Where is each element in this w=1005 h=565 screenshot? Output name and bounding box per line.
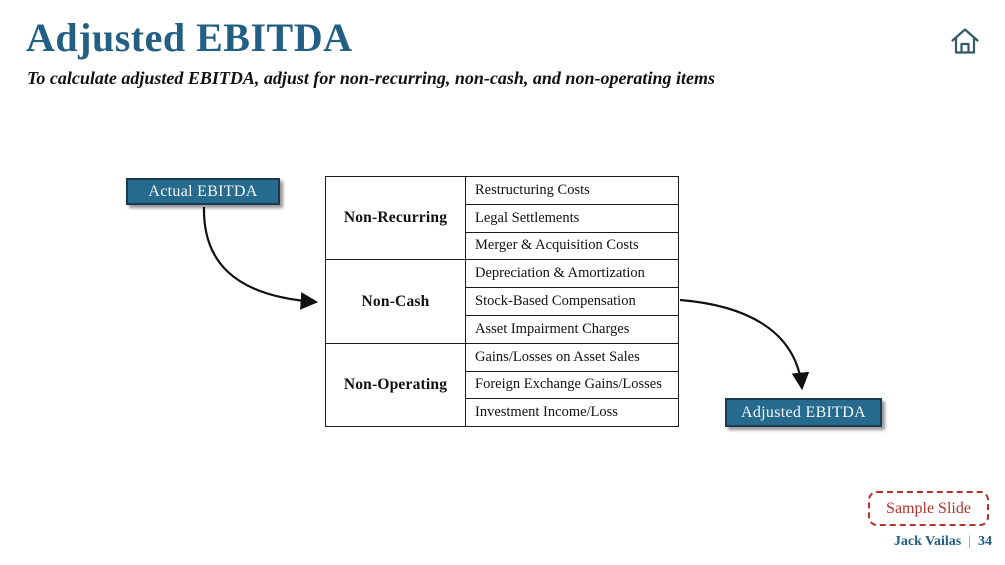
page-title: Adjusted EBITDA bbox=[26, 15, 353, 60]
arrow-actual-to-table bbox=[204, 207, 316, 302]
item-cell: Foreign Exchange Gains/Losses bbox=[466, 371, 679, 399]
category-cell-non-recurring: Non-Recurring bbox=[326, 177, 466, 260]
table-row bbox=[326, 177, 679, 205]
footer bbox=[820, 534, 992, 550]
footer-page-number: 34 bbox=[978, 534, 992, 549]
item-cell: Depreciation & Amortization bbox=[466, 260, 679, 288]
home-icon[interactable] bbox=[948, 24, 982, 58]
item-cell: Restructuring Costs bbox=[466, 177, 679, 205]
category-cell-non-operating: Non-Operating bbox=[326, 343, 466, 426]
item-cell: Investment Income/Loss bbox=[466, 399, 679, 427]
actual-ebitda-box: Actual EBITDA bbox=[126, 178, 280, 205]
arrow-table-to-adjusted bbox=[680, 300, 802, 388]
slide-subtitle: To calculate adjusted EBITDA, adjust for non-recurring, non-cash, and non-operating items bbox=[27, 68, 715, 88]
sample-slide-badge: Sample Slide bbox=[868, 491, 989, 526]
footer-author: Jack Vailas bbox=[893, 534, 962, 549]
item-cell: Gains/Losses on Asset Sales bbox=[466, 343, 679, 371]
item-cell: Merger & Acquisition Costs bbox=[466, 232, 679, 260]
footer-separator: | bbox=[968, 534, 971, 549]
table-row bbox=[326, 260, 679, 288]
item-cell: Legal Settlements bbox=[466, 204, 679, 232]
item-cell: Asset Impairment Charges bbox=[466, 315, 679, 343]
category-cell-non-cash: Non-Cash bbox=[326, 260, 466, 343]
item-cell: Stock-Based Compensation bbox=[466, 288, 679, 316]
table-row bbox=[326, 343, 679, 371]
adjustments-table bbox=[325, 176, 679, 427]
adjusted-ebitda-box: Adjusted EBITDA bbox=[725, 398, 882, 427]
